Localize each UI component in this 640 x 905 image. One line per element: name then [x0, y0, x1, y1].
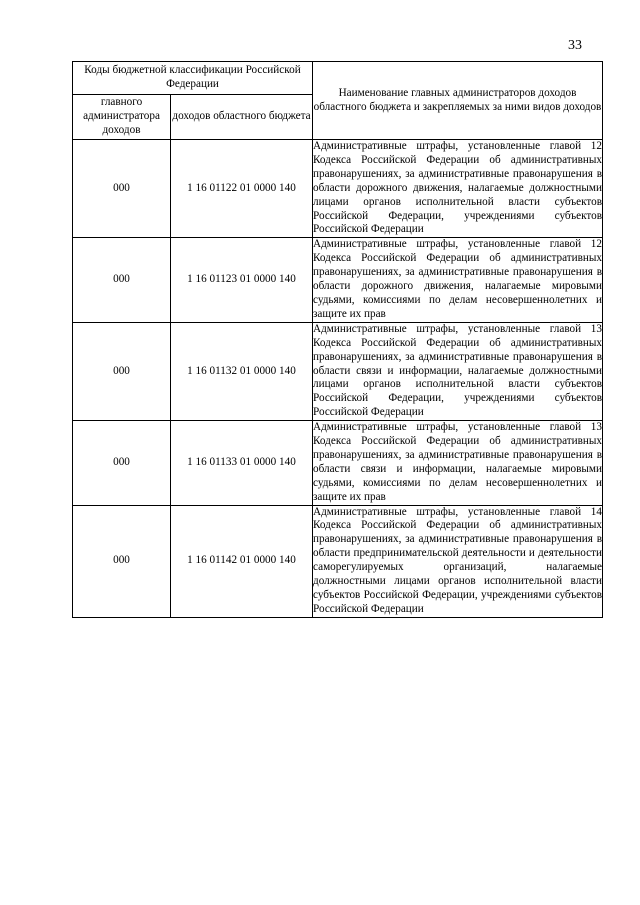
revenue-code-cell: 1 16 01122 01 0000 140 [171, 140, 313, 238]
description-cell: Административные штрафы, установленные главой 12 Кодекса Российской Федерации об административных правонарушениях, за административные правонарушения в области дорожного движения, налагаемые должностными лицами органов исполнительной власти субъектов Российской Федерации, учреждениями субъектов Российской Федерации [313, 140, 603, 238]
admin-code-cell: 000 [73, 505, 171, 617]
header-admin-code: главного администратора доходов [73, 95, 171, 140]
table-row [73, 238, 603, 322]
revenue-code-cell: 1 16 01142 01 0000 140 [171, 505, 313, 617]
header-row [73, 62, 603, 95]
budget-classification-table [72, 61, 603, 618]
header-administrator-name: Наименование главных администраторов доходов областного бюджета и закрепляемых за ними видов доходов [313, 62, 603, 140]
table-row [73, 505, 603, 617]
revenue-code-cell: 1 16 01123 01 0000 140 [171, 238, 313, 322]
header-revenue-code: доходов областного бюджета [171, 95, 313, 140]
description-cell: Административные штрафы, установленные главой 12 Кодекса Российской Федерации об административных правонарушениях, за административные правонарушения в области дорожного движения, налагаемые мировыми судьями, комиссиями по делам несовершеннолетних и защите их прав [313, 238, 603, 322]
admin-code-cell: 000 [73, 238, 171, 322]
table-row [73, 421, 603, 505]
admin-code-cell: 000 [73, 421, 171, 505]
description-cell: Административные штрафы, установленные главой 13 Кодекса Российской Федерации об административных правонарушениях, за административные правонарушения в области связи и информации, налагаемые должностными лицами органов исполнительной власти субъектов Российской Федерации, учреждениями субъектов Российской Федерации [313, 322, 603, 420]
table-body [73, 140, 603, 618]
description-cell: Административные штрафы, установленные главой 13 Кодекса Российской Федерации об административных правонарушениях, за административные правонарушения в области связи и информации, налагаемые мировыми судьями, комиссиями по делам несовершеннолетних и защите их прав [313, 421, 603, 505]
table-row [73, 140, 603, 238]
table-header [73, 62, 603, 140]
table-row [73, 322, 603, 420]
header-classification-codes: Коды бюджетной классификации Российской Федерации [73, 62, 313, 95]
revenue-code-cell: 1 16 01132 01 0000 140 [171, 322, 313, 420]
page-number: 33 [568, 38, 582, 53]
admin-code-cell: 000 [73, 140, 171, 238]
description-cell: Административные штрафы, установленные главой 14 Кодекса Российской Федерации об административных правонарушениях, за административные правонарушения в области предпринимательской деятельности и деятельности саморегулируемых организаций, налагаемые должностными лицами органов исполнительной власти субъектов Российской Федерации, учреждениями субъектов Российской Федерации [313, 505, 603, 617]
revenue-code-cell: 1 16 01133 01 0000 140 [171, 421, 313, 505]
admin-code-cell: 000 [73, 322, 171, 420]
